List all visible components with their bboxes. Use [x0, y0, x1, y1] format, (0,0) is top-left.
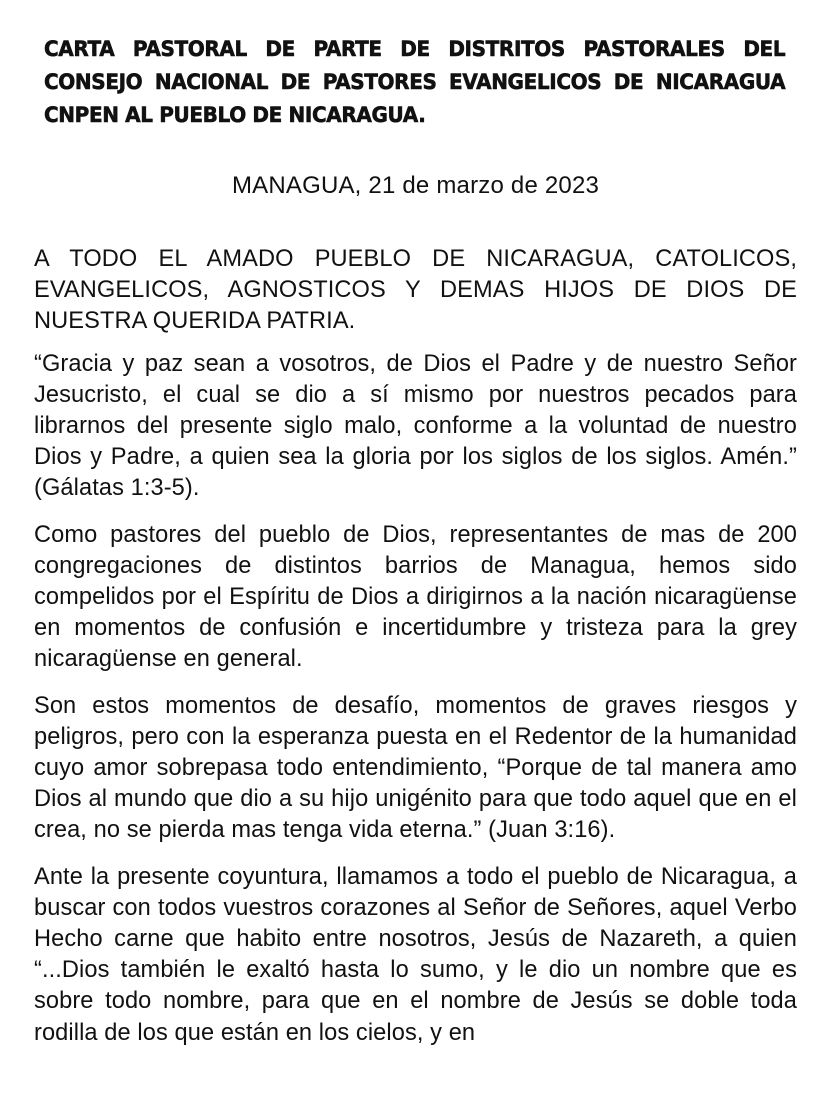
paragraph-call: Ante la presente coyuntura, llamamos a todo el pueblo de Nicaragua, a buscar con todos vuestros corazones al Señor de Señores, aquel Verbo Hecho carne que habito entre nosotros, Jesús de Nazareth, a quien “...Dios también le exaltó hasta lo sumo, y le dio un nombre que es sobre todo nombre, para que en el nombre de Jesús se doble toda rodilla de los que están en los cielos, y en: [34, 863, 797, 1046]
paragraph-challenge: Son estos momentos de desafío, momentos de graves riesgos y peligros, pero con la esperanza puesta en el Redentor de la humanidad cuyo amor sobrepasa todo entendimiento, “Porque de tal manera amo Dios al mundo que dio a su hijo unigénito para que todo aquel que en el crea, no se pierda mas tenga vida eterna.” (Juan 3:16).: [34, 692, 797, 844]
paragraph-pastors: Como pastores del pueblo de Dios, representantes de mas de 200 congregaciones de distintos barrios de Managua, hemos sido compelidos por el Espíritu de Dios a dirigirnos a la nación nicaragüense en momentos de confusión e incertidumbre y tristeza para la grey nicaragüense en general.: [34, 521, 797, 673]
letter-heading: CARTA PASTORAL DE PARTE DE DISTRITOS PASTORALES DEL CONSEJO NACIONAL DE PASTORES EVANGELICOS DE NICARAGUA CNPEN AL PUEBLO DE NICARAGUA.: [44, 37, 786, 128]
letter-body: [34, 244, 797, 1049]
addressee-paragraph: A TODO EL AMADO PUEBLO DE NICARAGUA, CATOLICOS, EVANGELICOS, AGNOSTICOS Y DEMAS HIJOS DE DIOS DE NUESTRA QUERIDA PATRIA.: [34, 246, 797, 335]
date-line: MANAGUA, 21 de marzo de 2023: [231, 172, 600, 199]
paragraph-greeting: “Gracia y paz sean a vosotros, de Dios el Padre y de nuestro Señor Jesucristo, el cual se dio a sí mismo por nuestros pecados para librarnos del presente siglo malo, conforme a la voluntad de nuestro Dios y Padre, a quien sea la gloria por los siglos de los siglos. Amén.” (Gálatas 1:3-5).: [34, 350, 797, 502]
